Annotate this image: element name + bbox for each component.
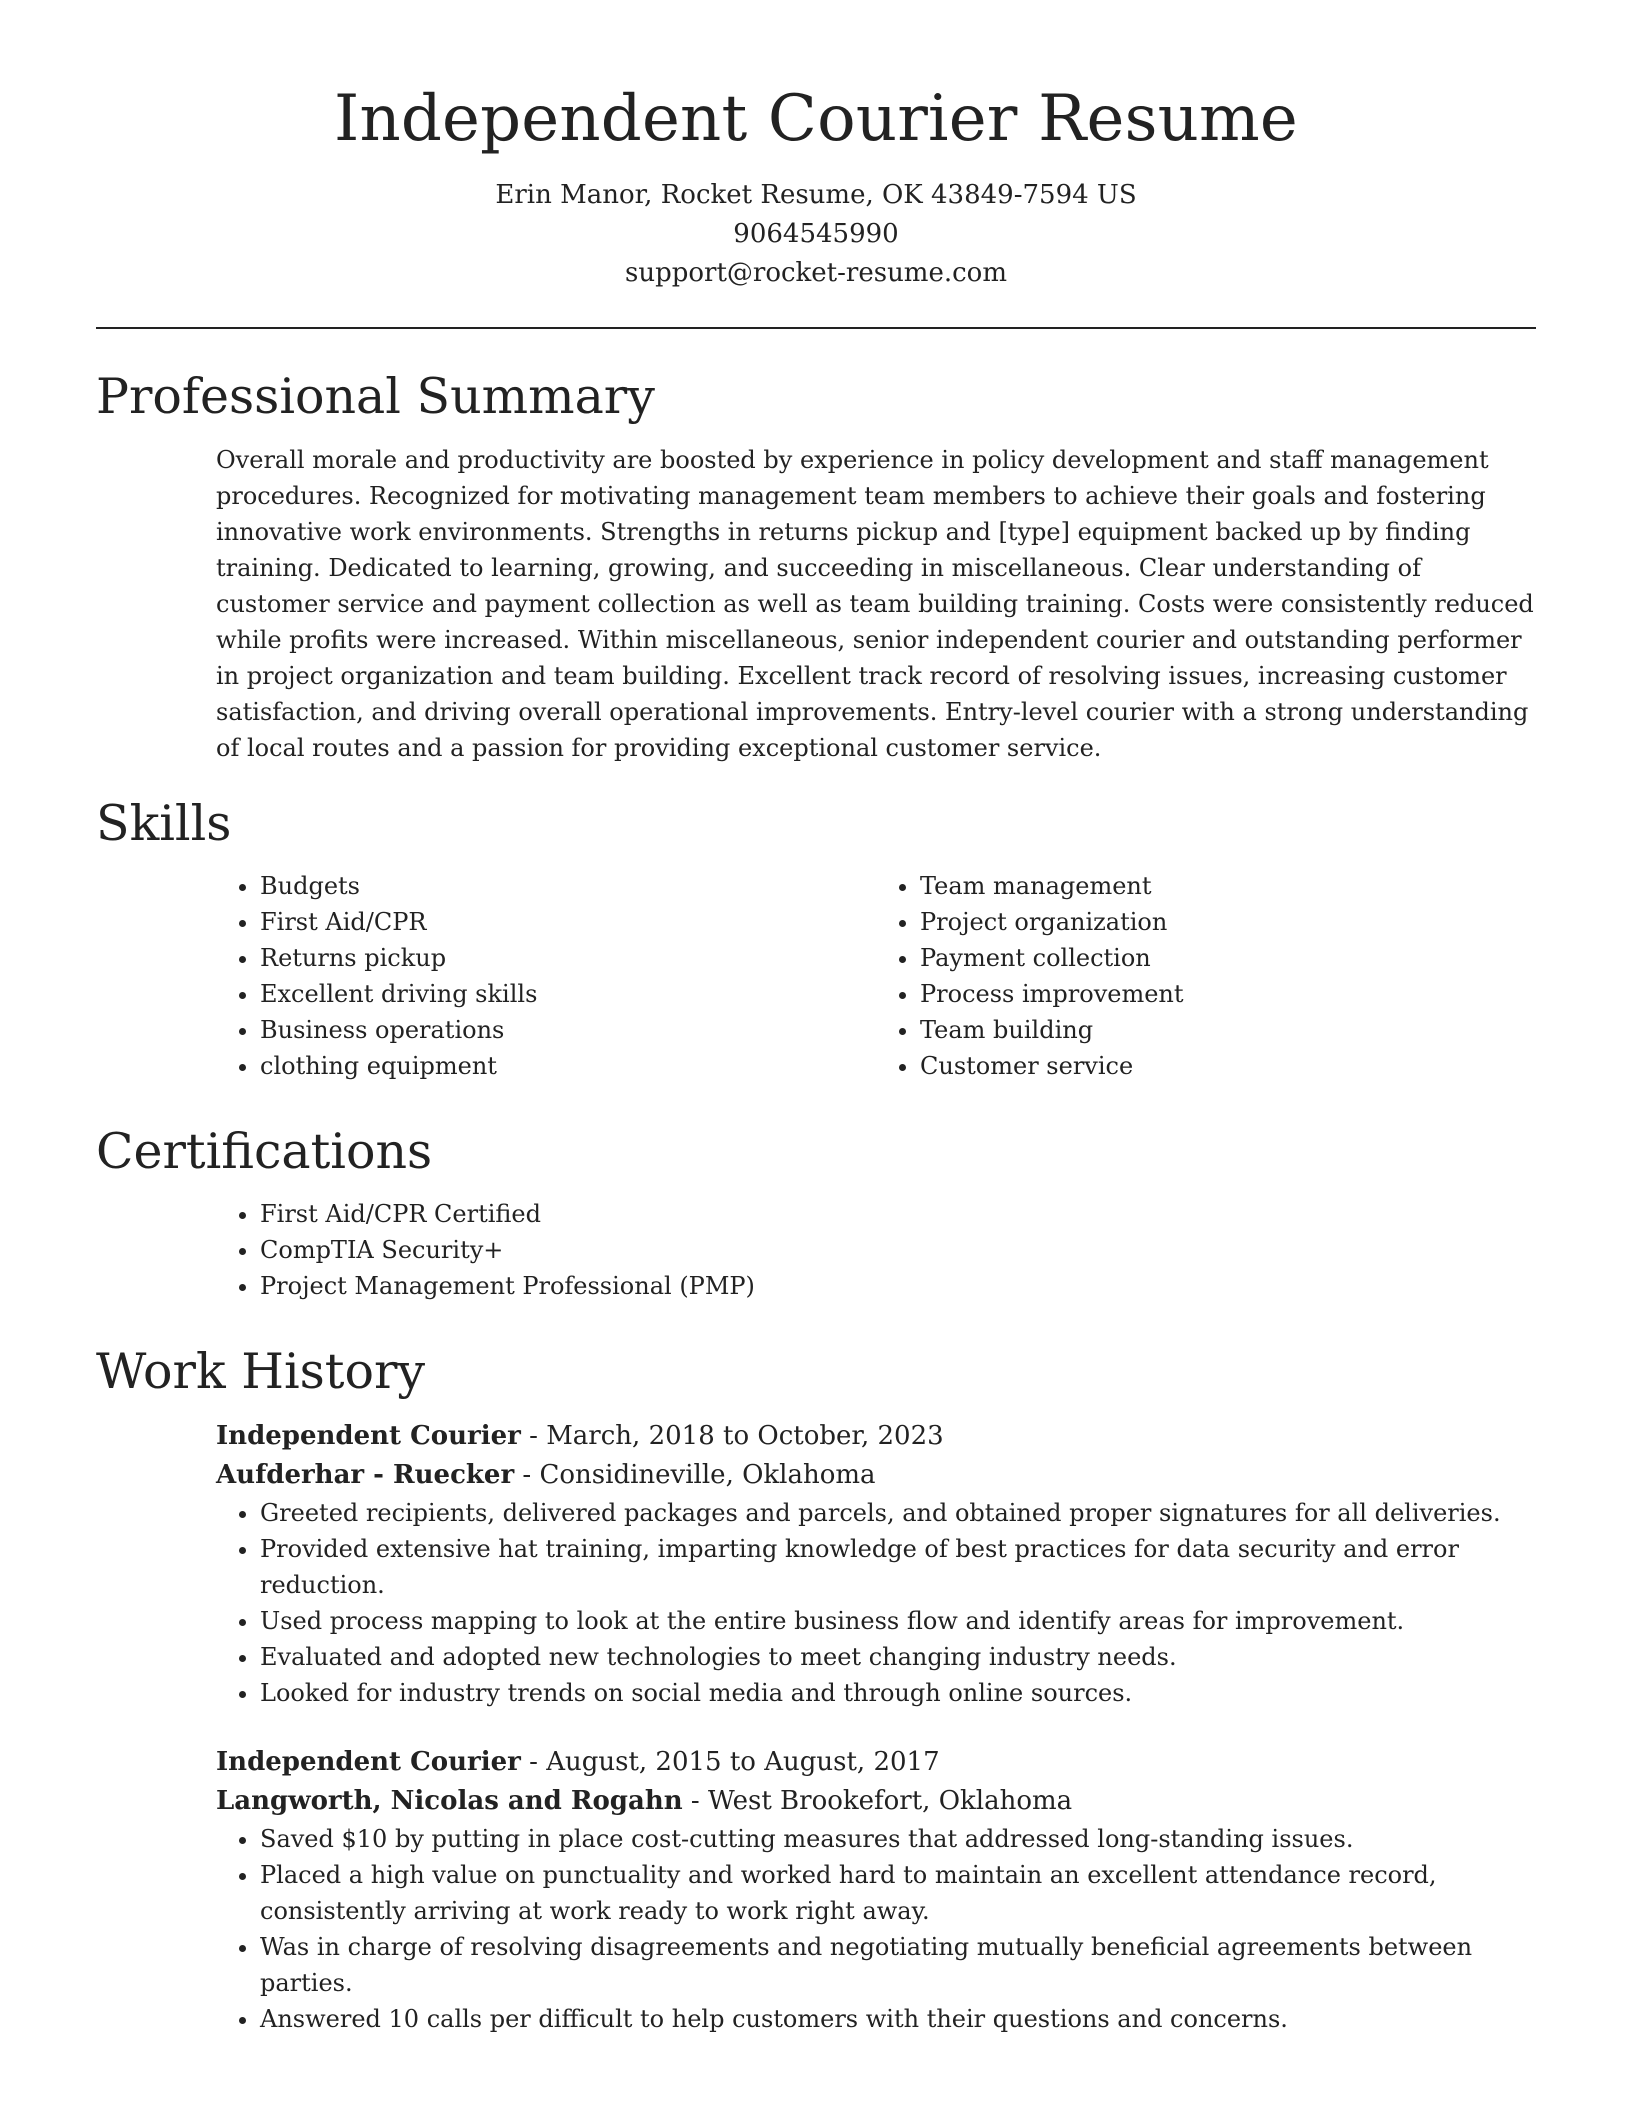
work-history-heading: Work History — [96, 1343, 426, 1401]
contact-email: support@rocket-resume.com — [624, 258, 1007, 289]
skill-item: • clothing equipment — [260, 1048, 876, 1084]
contact-address: Erin Manor, Rocket Resume, OK 43849-7594 US — [495, 180, 1137, 211]
certifications-heading: Certifications — [96, 1123, 433, 1181]
skill-item: • First Aid/CPR — [260, 904, 876, 940]
job-duty: • Placed a high value on punctuality and worked hard to maintain an excellent attendance record, consistently arriving at work ready to work right away. — [260, 1857, 1536, 1929]
certifications-section — [96, 1124, 1536, 1304]
job-duty: • Saved $10 by putting in place cost-cutting measures that addressed long-standing issues. — [260, 1821, 1536, 1857]
skill-item: • Customer service — [920, 1048, 1536, 1084]
skill-item: • Team building — [920, 1012, 1536, 1048]
skills-list-right — [876, 868, 1536, 1084]
certifications-list — [216, 1196, 1536, 1304]
skill-item: • Business operations — [260, 1012, 876, 1048]
work-history-section — [96, 1344, 1536, 2036]
job-dates: March, 2018 to October, 2023 — [546, 1420, 944, 1451]
skills-heading: Skills — [96, 794, 232, 852]
professional-summary-section — [96, 369, 1536, 765]
certification-item: • Project Management Professional (PMP) — [260, 1268, 1536, 1304]
job-duty: • Answered 10 calls per difficult to help customers with their questions and concerns. — [260, 2001, 1536, 2037]
job-title-line: Independent Courier - August, 2015 to August, 2017 — [216, 1746, 940, 1777]
job-location: Considineville, Oklahoma — [539, 1459, 876, 1490]
job-company: Aufderhar - Ruecker — [216, 1459, 515, 1490]
skills-grid — [96, 868, 1536, 1084]
skill-item: • Team management — [920, 868, 1536, 904]
job-duty: • Evaluated and adopted new technologies to meet changing industry needs. — [260, 1639, 1536, 1675]
skill-item: • Excellent driving skills — [260, 976, 876, 1012]
header-divider — [96, 327, 1536, 329]
job-duties-list — [216, 1821, 1536, 2037]
job-title: Independent Courier — [216, 1420, 521, 1451]
skill-item: • Process improvement — [920, 976, 1536, 1012]
skills-list-left — [216, 868, 876, 1084]
contact-phone: 9064545990 — [733, 219, 899, 250]
job-entry — [216, 1743, 1536, 2037]
job-duty: • Provided extensive hat training, imparting knowledge of best practices for data security and error reduction. — [260, 1531, 1536, 1603]
job-company: Langworth, Nicolas and Rogahn — [216, 1785, 683, 1816]
job-location: West Brookefort, Oklahoma — [707, 1785, 1073, 1816]
resume-header — [96, 0, 1536, 293]
skill-item: • Payment collection — [920, 940, 1536, 976]
job-entry — [216, 1417, 1536, 1711]
job-duties-list — [216, 1495, 1536, 1711]
job-title: Independent Courier — [216, 1746, 521, 1777]
job-company-line: Aufderhar - Ruecker - Considineville, Oklahoma — [216, 1459, 876, 1490]
summary-text: Overall morale and productivity are boosted by experience in policy development and staff management procedures. Recognized for motivating management team members to achieve their goals and fostering innovative work environments. Strengths in returns pickup and [type] equipment backed up by finding training. Dedicated to learning, growing, and succeeding in miscellaneous. Clear understanding of customer service and payment collection as well as team building training. Costs were consistently reduced while profits were increased. Within miscellaneous, senior independent courier and outstanding performer in project organization and team building. Excellent track record of resolving issues, increasing customer satisfaction, and driving overall operational improvements. Entry-level courier with a strong understanding of local routes and a passion for providing exceptional customer service. — [216, 445, 1534, 762]
certification-item: • CompTIA Security+ — [260, 1232, 1536, 1268]
certification-item: • First Aid/CPR Certified — [260, 1196, 1536, 1232]
skills-section — [96, 796, 1536, 1084]
contact-block — [96, 176, 1536, 293]
job-dates: August, 2015 to August, 2017 — [546, 1746, 940, 1777]
summary-heading: Professional Summary — [96, 368, 655, 426]
job-duty: • Was in charge of resolving disagreements and negotiating mutually beneficial agreements between parties. — [260, 1929, 1536, 2001]
job-duty: • Used process mapping to look at the entire business flow and identify areas for improvement. — [260, 1603, 1536, 1639]
resume-title: Independent Courier Resume — [333, 82, 1298, 156]
job-duty: • Looked for industry trends on social media and through online sources. — [260, 1675, 1536, 1711]
job-title-line: Independent Courier - March, 2018 to October, 2023 — [216, 1420, 944, 1451]
job-company-line: Langworth, Nicolas and Rogahn - West Brookefort, Oklahoma — [216, 1785, 1073, 1816]
skill-item: • Project organization — [920, 904, 1536, 940]
skill-item: • Returns pickup — [260, 940, 876, 976]
job-duty: • Greeted recipients, delivered packages and parcels, and obtained proper signatures for all deliveries. — [260, 1495, 1536, 1531]
skill-item: • Budgets — [260, 868, 876, 904]
